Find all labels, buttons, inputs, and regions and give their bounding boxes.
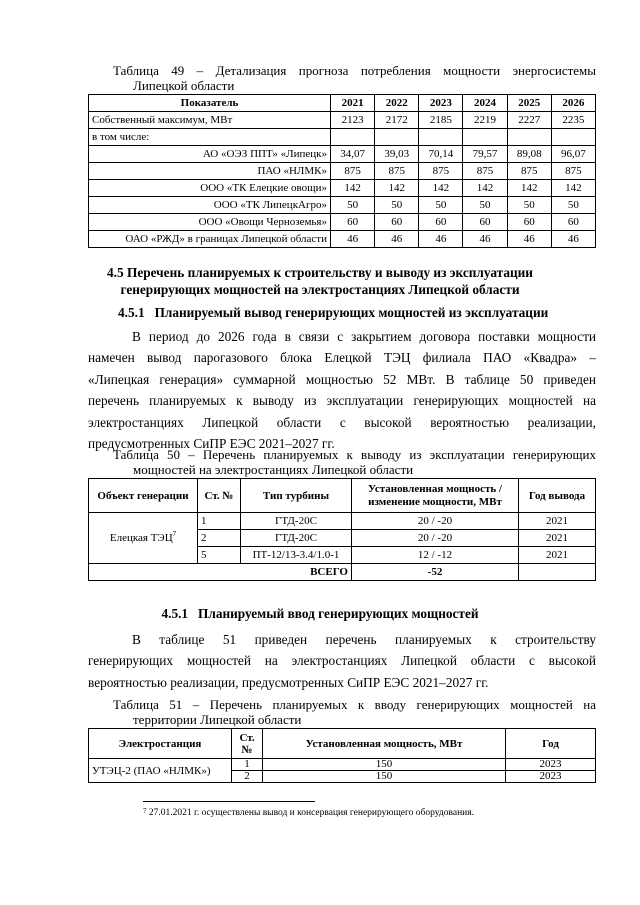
table49-cell: 875: [375, 163, 419, 180]
table49-cell: 70,14: [419, 146, 463, 163]
table49-cell: [375, 129, 419, 146]
table49-header: 2022: [375, 95, 419, 112]
table49-cell: 46: [551, 231, 595, 248]
table51-cell: 1: [232, 759, 263, 771]
table50-total-value: -52: [352, 564, 519, 581]
table49-caption-line2: Липецкой области: [133, 78, 235, 93]
footnote-divider: [143, 801, 315, 802]
table49-cell: [507, 129, 551, 146]
table49-cell: [331, 129, 375, 146]
table51-header: Год: [506, 729, 596, 759]
table49-cell: 46: [375, 231, 419, 248]
table49-cell: 50: [507, 197, 551, 214]
table49-header: 2025: [507, 95, 551, 112]
paragraph-line: В таблице 51 приведен перечень планируемых к строительству: [132, 632, 596, 647]
table49-cell: 875: [463, 163, 507, 180]
table-row: [89, 146, 596, 163]
table50-header-line: изменение мощности, МВт: [368, 495, 502, 508]
table49-cell: 46: [419, 231, 463, 248]
table51-station: УТЭЦ-2 (ПАО «НЛМК»): [89, 759, 232, 783]
table49-cell: 142: [375, 180, 419, 197]
table49-cell: 50: [331, 197, 375, 214]
table50-cell: 2021: [519, 513, 596, 530]
paragraph-line: перечень планируемых к выводу из эксплуатации генерирующих мощностей на: [88, 393, 596, 409]
paragraph-line: предусмотренных СиПР ЕЭС 2021–2027 гг.: [88, 436, 335, 452]
table51-caption-line1: Таблица 51 – Перечень планируемых к вводу генерирующих мощностей на: [113, 697, 596, 712]
table50-header: Тип турбины: [241, 479, 352, 513]
table49-cell: 50: [551, 197, 595, 214]
table50-cell: 2021: [519, 530, 596, 547]
table49-cell: [551, 129, 595, 146]
table49-cell: 60: [375, 214, 419, 231]
table51-header-line: №: [241, 743, 253, 756]
table-row: [89, 513, 596, 530]
paragraph-line: вероятностью реализации, предусмотренных СиПР ЕЭС 2021–2027 гг.: [88, 674, 489, 690]
table50-cell: 12 / -12: [352, 547, 519, 564]
table49-cell: 60: [331, 214, 375, 231]
table49-header: 2021: [331, 95, 375, 112]
table49-cell: 2227: [507, 112, 551, 129]
subsection-heading-commissioning: 4.5.1 Планируемый ввод генерирующих мощностей: [161, 606, 479, 621]
paragraph-commissioning: [88, 629, 596, 693]
table50: [88, 478, 596, 581]
table51-cell: 2: [232, 771, 263, 783]
table50-cell: 20 / -20: [352, 513, 519, 530]
table-row: [89, 129, 596, 146]
table50-cell: [519, 564, 596, 581]
table-row: [89, 231, 596, 248]
table49-cell: 875: [419, 163, 463, 180]
table51-header-row: [89, 729, 596, 759]
table50-object-cell: [89, 513, 198, 564]
table49-header: 2024: [463, 95, 507, 112]
paragraph-line: В период до 2026 года в связи с закрытием договора поставки мощности: [132, 329, 596, 344]
table49-header-row: [89, 95, 596, 112]
table49-cell: 2123: [331, 112, 375, 129]
table49-cell: 2185: [419, 112, 463, 129]
table49-cell: 142: [507, 180, 551, 197]
table49-cell: 142: [463, 180, 507, 197]
table50-caption-line2: мощностей на электростанциях Липецкой области: [133, 462, 414, 477]
table-row: [89, 163, 596, 180]
table-row-total: [89, 564, 596, 581]
table49-cell-label: ООО «ТК ЛипецкАгро»: [89, 197, 331, 214]
table50-total-label: ВСЕГО: [89, 564, 352, 581]
table49-cell-label: Собственный максимум, МВт: [89, 112, 331, 129]
table-row: [89, 759, 596, 771]
table49-header: 2026: [551, 95, 595, 112]
paragraph-line: намечен вывод парогазового блока Елецкой ТЭЦ филиала ПАО «Квадра» –: [88, 350, 596, 366]
table-row: [89, 180, 596, 197]
table51-cell: 2023: [506, 759, 596, 771]
table50-cell: 1: [198, 513, 241, 530]
footnote: [143, 807, 474, 819]
table51-cell: 150: [263, 759, 506, 771]
table49-caption-line1: Таблица 49 – Детализация прогноза потребления мощности энергосистемы: [113, 63, 596, 78]
table49-cell: [463, 129, 507, 146]
table50-object: Елецкая ТЭЦ: [109, 532, 173, 544]
footnote-mark: 7: [143, 807, 147, 815]
table51-header: Установленная мощность, МВт: [263, 729, 506, 759]
table-row: [89, 197, 596, 214]
table49-cell: 46: [463, 231, 507, 248]
table51-header: [232, 729, 263, 759]
table50-cell: 20 / -20: [352, 530, 519, 547]
table49-cell: 60: [419, 214, 463, 231]
table49: [88, 94, 596, 248]
table51-cell: 2023: [506, 771, 596, 783]
table49-cell: 96,07: [551, 146, 595, 163]
table50-cell: 2: [198, 530, 241, 547]
table49-cell: 2172: [375, 112, 419, 129]
table50-cell: ГТД-20С: [241, 513, 352, 530]
table49-cell: 50: [419, 197, 463, 214]
table49-cell-label: АО «ОЭЗ ППТ» «Липецк»: [89, 146, 331, 163]
footnote-ref: 7: [172, 530, 177, 538]
table50-cell: 5: [198, 547, 241, 564]
table50-header: Объект генерации: [89, 479, 198, 513]
table50-header-line: Установленная мощность /: [368, 482, 502, 495]
table49-cell: 46: [331, 231, 375, 248]
table50-header-row: [89, 479, 596, 513]
table49-cell: 142: [551, 180, 595, 197]
footnote-text: 27.01.2021 г. осуществлены вывод и консервация генерирующего оборудования.: [148, 808, 474, 818]
paragraph-line: электростанциях Липецкой области с высокой вероятностью реализации,: [88, 414, 596, 430]
table49-cell-label: в том числе:: [89, 129, 331, 146]
table51-cell: 150: [263, 771, 506, 783]
table49-cell: 142: [331, 180, 375, 197]
table49-cell: 875: [551, 163, 595, 180]
table50-header: Ст. №: [198, 479, 241, 513]
table49-cell-label: ПАО «НЛМК»: [89, 163, 331, 180]
section-heading-line: 4.5 Перечень планируемых к строительству и выводу из эксплуатации: [107, 265, 533, 280]
table49-cell: 50: [463, 197, 507, 214]
table49-cell: 2235: [551, 112, 595, 129]
paragraph-line: генерирующих мощностей на электростанциях Липецкой области с высокой: [88, 653, 596, 669]
paragraph-retirement: [88, 326, 596, 454]
table50-caption-line1: Таблица 50 – Перечень планируемых к выводу из эксплуатации генерирующих: [113, 447, 596, 462]
table49-cell: 79,57: [463, 146, 507, 163]
table49-header: Показатель: [89, 95, 331, 112]
table49-cell: 142: [419, 180, 463, 197]
table49-cell: 39,03: [375, 146, 419, 163]
table49-cell: 50: [375, 197, 419, 214]
table50-header: [352, 479, 519, 513]
section-heading-line: генерирующих мощностей на электростанциях Липецкой области: [120, 282, 520, 297]
table49-cell: 60: [551, 214, 595, 231]
table49-cell-label: ООО «ТК Елецкие овощи»: [89, 180, 331, 197]
paragraph-line: «Липецкая генерация» суммарной мощностью 52 МВт. В таблице 50 приведен: [88, 371, 596, 387]
table49-cell: 60: [463, 214, 507, 231]
table50-cell: ПТ-12/13-3.4/1.0-1: [241, 547, 352, 564]
table49-cell-label: ОАО «РЖД» в границах Липецкой области: [89, 231, 331, 248]
section-heading-4-5: [0, 264, 640, 298]
table49-cell-label: ООО «Овощи Черноземья»: [89, 214, 331, 231]
table51-header-line: Ст.: [239, 731, 255, 744]
table49-cell: 46: [507, 231, 551, 248]
table49-cell: 875: [331, 163, 375, 180]
subsection-heading-retirement: 4.5.1 Планируемый вывод генерирующих мощностей из эксплуатации: [118, 305, 549, 320]
table50-cell: ГТД-20С: [241, 530, 352, 547]
table49-header: 2023: [419, 95, 463, 112]
table49-cell: 89,08: [507, 146, 551, 163]
table51-header: Электростанция: [89, 729, 232, 759]
table49-cell: 875: [507, 163, 551, 180]
table49-cell: [419, 129, 463, 146]
table51-caption-line2: территории Липецкой области: [133, 712, 302, 727]
table-row: [89, 112, 596, 129]
table50-header: Год вывода: [519, 479, 596, 513]
table-row: [89, 214, 596, 231]
table49-cell: 34,07: [331, 146, 375, 163]
table49-cell: 60: [507, 214, 551, 231]
table51: [88, 728, 596, 783]
table49-cell: 2219: [463, 112, 507, 129]
table50-cell: 2021: [519, 547, 596, 564]
